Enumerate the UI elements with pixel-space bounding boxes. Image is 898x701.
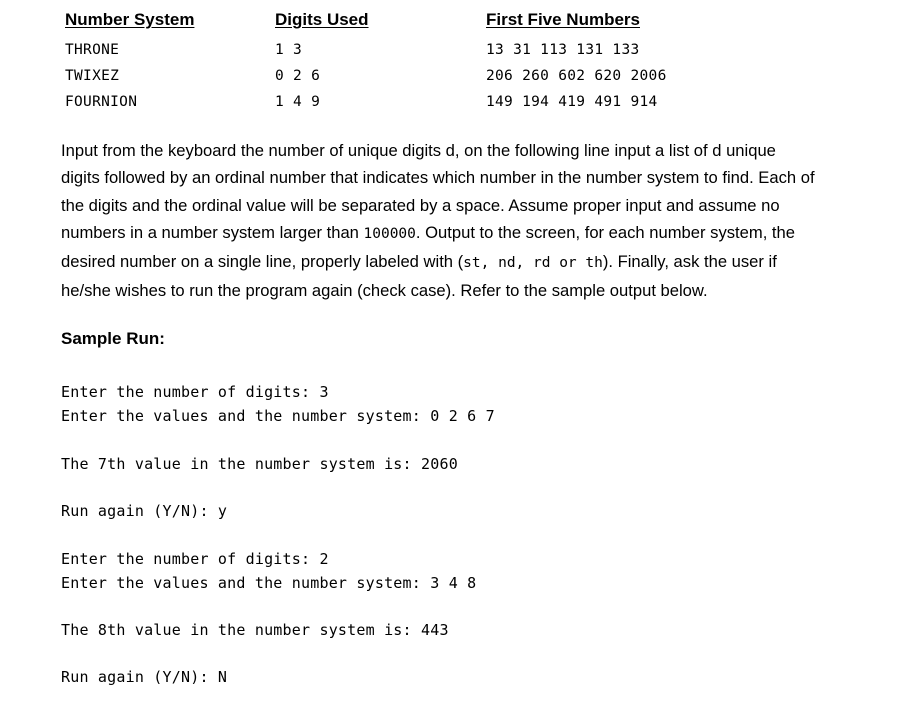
- table-cell-digits: 0 2 6: [275, 68, 321, 84]
- header-first-five-numbers: First Five Numbers: [486, 10, 640, 29]
- description-line: Input from the keyboard the number of unique digits d, on the following line input a list of d unique: [61, 141, 776, 160]
- description-text: . Output to the screen, for each number system, the: [415, 222, 795, 242]
- sample-output-line: Enter the values and the number system: 3 4 8: [61, 574, 477, 592]
- description-line: digits followed by an ordinal number that indicates which number in the number system to find. Each of: [61, 168, 815, 188]
- max-number-code: 100000: [363, 225, 416, 242]
- sample-output-line: Enter the number of digits: 3: [61, 383, 329, 401]
- sample-output-line: The 7th value in the number system is: 2060: [61, 455, 458, 473]
- table-cell-digits: 1 4 9: [275, 94, 321, 110]
- sample-output-line: The 8th value in the number system is: 443: [61, 621, 449, 639]
- table-cell-first-five: 13 31 113 131 133: [486, 42, 640, 58]
- problem-description: [61, 137, 891, 305]
- table-cell-first-five: 149 194 419 491 914: [486, 94, 658, 110]
- description-line: the digits and the ordinal value will be separated by a space. Assume proper input and assume no: [61, 195, 780, 215]
- sample-output-line: Run again (Y/N): y: [61, 502, 228, 520]
- description-line: [61, 248, 891, 277]
- ordinal-suffixes-code: st, nd, rd or th: [463, 255, 603, 272]
- table-cell-first-five: 206 260 602 620 2006: [486, 68, 667, 84]
- description-text: numbers in a number system larger than: [61, 222, 364, 242]
- description-line: he/she wishes to run the program again (check case). Refer to the sample output below.: [61, 281, 708, 301]
- sample-output-line: Run again (Y/N): N: [61, 668, 228, 686]
- sample-run-heading: Sample Run:: [61, 329, 165, 348]
- description-text: ). Finally, ask the user if: [602, 252, 777, 272]
- description-text: desired number on a single line, properly labeled with (: [61, 252, 464, 272]
- sample-output-line: Enter the number of digits: 2: [61, 550, 329, 568]
- description-line: [61, 219, 891, 248]
- table-cell-system-name: THRONE: [65, 42, 120, 58]
- sample-output-line: Enter the values and the number system: 0 2 6 7: [61, 407, 495, 425]
- header-number-system: Number System: [65, 10, 195, 29]
- table-cell-digits: 1 3: [275, 42, 303, 58]
- header-digits-used: Digits Used: [275, 10, 369, 29]
- table-cell-system-name: FOURNION: [65, 94, 138, 110]
- table-cell-system-name: TWIXEZ: [65, 68, 120, 84]
